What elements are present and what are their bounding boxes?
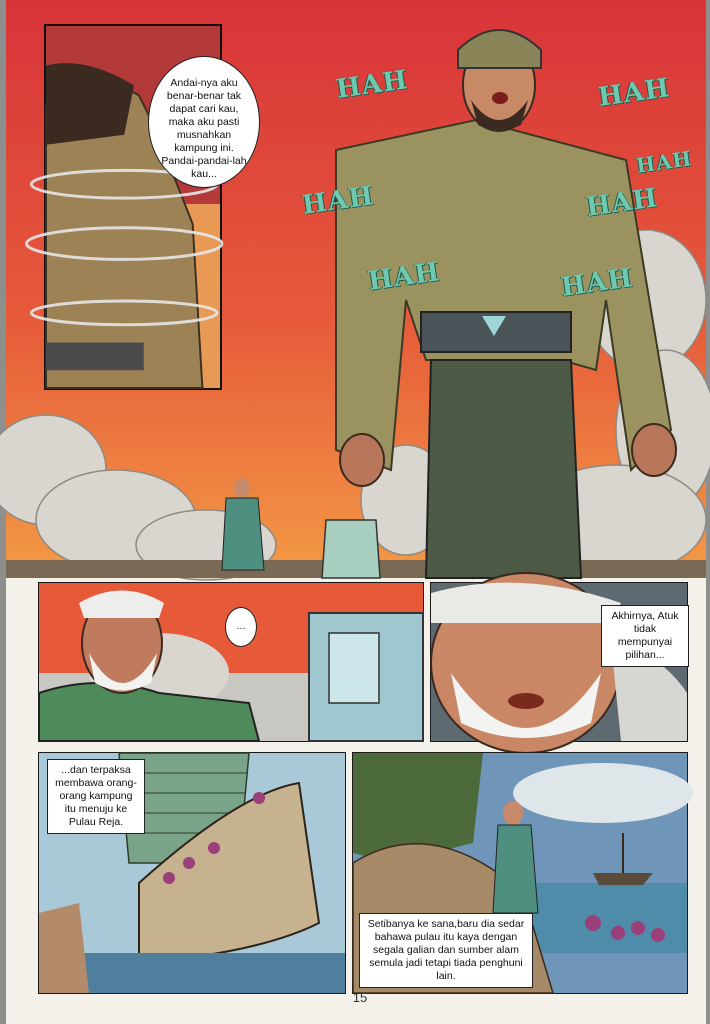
ellipsis-speech-bubble: ... [225,607,257,647]
page-number: 15 [352,990,368,1005]
old-man-art [39,583,423,741]
sfx-hah-6: HAH [559,263,636,303]
panel-island-arrival [352,752,688,994]
sfx-hah-2: HAH [596,73,673,113]
sfx-hah-4: HAH [584,183,661,223]
panel-old-man-face [430,582,688,742]
sfx-hah-7: HAH [634,146,694,178]
panel-inset-spinning-man [44,24,247,390]
sfx-hah-5: HAH [366,257,443,297]
inset-speech-bubble: Andai-nya aku benar-benar tak dapat cari kau, maka aku pasti musnahkan kampung ini. Pandai-pandai-lah kau... [148,56,260,188]
sfx-hah-1: HAH [334,65,411,105]
caption-box-island: Setibanya ke sana,baru dia sedar bahawa pulau itu kaya dengan segala galian dan sumber alam semula jadi tetapi tiada penghuni lain. [359,913,533,988]
panel-boat [38,752,346,994]
sfx-hah-3: HAH [300,181,377,221]
panel-old-man-closeup [38,582,424,742]
caption-box-boat: ...dan terpaksa membawa orang-orang kampung itu menuju ke Pulau Reja. [47,759,145,834]
caption-box-choice: Akhirnya, Atuk tidak mempunyai pilihan... [601,605,689,667]
